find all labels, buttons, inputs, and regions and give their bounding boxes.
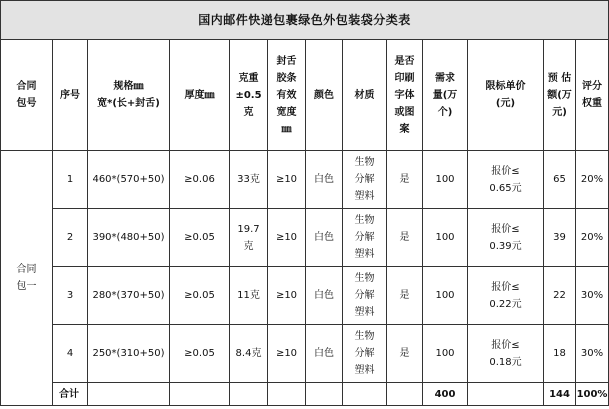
cell-price-text: 报价≤ 0.22元 xyxy=(489,281,522,310)
table-row xyxy=(1,151,609,209)
cell-score: 30% xyxy=(576,325,609,383)
contract-group-label: 合同 包一 xyxy=(16,264,37,292)
cell-material xyxy=(343,325,387,383)
cell-weight-text: 33克 xyxy=(237,174,260,185)
cell-estimate: 18 xyxy=(544,325,576,383)
table-row xyxy=(1,325,609,383)
header-material xyxy=(343,40,387,151)
cell-weight-text: 11克 xyxy=(237,290,260,301)
cell-color: 白色 xyxy=(306,209,343,267)
cell-score: 30% xyxy=(576,267,609,325)
header-contract-text: 合同 包号 xyxy=(16,81,37,109)
header-print-text: 是否 印刷 字体 或图 案 xyxy=(394,55,415,135)
cell-thickness: ≥0.05 xyxy=(170,209,230,267)
cell-print: 是 xyxy=(387,267,423,325)
cell-seal: ≥10 xyxy=(268,209,306,267)
cell-price xyxy=(468,325,544,383)
header-material-text: 材质 xyxy=(354,89,375,101)
total-empty-material xyxy=(343,383,387,406)
cell-seq: 2 xyxy=(53,209,88,267)
cell-demand: 100 xyxy=(423,325,468,383)
header-seal-text: 封舌 胶条 有效 宽度 ㎜ xyxy=(276,55,297,135)
total-empty-spec xyxy=(88,383,170,406)
cell-print: 是 xyxy=(387,151,423,209)
header-seq xyxy=(53,40,88,151)
table-row xyxy=(1,209,609,267)
cell-print: 是 xyxy=(387,325,423,383)
cell-price xyxy=(468,151,544,209)
cell-color: 白色 xyxy=(306,267,343,325)
cell-weight xyxy=(230,325,268,383)
header-estimate-text: 预 估 额(万 元) xyxy=(547,72,572,118)
cell-color: 白色 xyxy=(306,151,343,209)
total-row xyxy=(1,383,609,406)
cell-estimate: 39 xyxy=(544,209,576,267)
cell-material xyxy=(343,267,387,325)
cell-seq: 3 xyxy=(53,267,88,325)
cell-material xyxy=(343,209,387,267)
header-color-text: 颜色 xyxy=(314,89,334,101)
cell-thickness: ≥0.05 xyxy=(170,267,230,325)
header-thickness xyxy=(170,40,230,151)
cell-weight-text: 8.4克 xyxy=(235,348,262,359)
cell-demand: 100 xyxy=(423,151,468,209)
cell-thickness: ≥0.05 xyxy=(170,325,230,383)
cell-thickness: ≥0.06 xyxy=(170,151,230,209)
cell-demand: 100 xyxy=(423,209,468,267)
total-empty-thickness xyxy=(170,383,230,406)
total-demand: 400 xyxy=(423,383,468,406)
total-empty-price xyxy=(468,383,544,406)
total-score: 100% xyxy=(576,383,609,406)
header-weight-text: 克重 ±0.5 克 xyxy=(235,72,262,118)
cell-price xyxy=(468,267,544,325)
title-row xyxy=(1,1,609,40)
contract-group-cell xyxy=(1,151,53,406)
header-row xyxy=(1,40,609,151)
header-estimate xyxy=(544,40,576,151)
header-score-text: 评分 权重 xyxy=(582,81,603,109)
cell-estimate: 65 xyxy=(544,151,576,209)
cell-material xyxy=(343,151,387,209)
header-thickness-text: 厚度㎜ xyxy=(184,89,215,101)
total-estimate: 144 xyxy=(544,383,576,406)
cell-price xyxy=(468,209,544,267)
cell-seal: ≥10 xyxy=(268,325,306,383)
header-contract xyxy=(1,40,53,151)
header-color xyxy=(306,40,343,151)
cell-score: 20% xyxy=(576,151,609,209)
cell-color: 白色 xyxy=(306,325,343,383)
cell-seal: ≥10 xyxy=(268,151,306,209)
total-label: 合计 xyxy=(53,383,88,406)
cell-seq: 4 xyxy=(53,325,88,383)
cell-price-text: 报价≤ 0.18元 xyxy=(489,339,522,368)
cell-weight xyxy=(230,151,268,209)
total-empty-color xyxy=(306,383,343,406)
cell-demand: 100 xyxy=(423,267,468,325)
cell-score: 20% xyxy=(576,209,609,267)
header-weight xyxy=(230,40,268,151)
cell-weight-text: 19.7 克 xyxy=(237,223,260,252)
cell-material-text: 生物 分解 塑料 xyxy=(354,331,375,376)
cell-seq: 1 xyxy=(53,151,88,209)
total-empty-seal xyxy=(268,383,306,406)
cell-price-text: 报价≤ 0.65元 xyxy=(489,165,522,194)
header-seq-text: 序号 xyxy=(60,89,80,101)
cell-spec: 250*(310+50) xyxy=(88,325,170,383)
cell-seal: ≥10 xyxy=(268,267,306,325)
cell-weight xyxy=(230,267,268,325)
header-price-text: 限标单价 (元) xyxy=(485,81,526,109)
cell-material-text: 生物 分解 塑料 xyxy=(354,273,375,318)
header-demand xyxy=(423,40,468,151)
cell-spec: 280*(370+50) xyxy=(88,267,170,325)
table-title: 国内邮件快递包裹绿色外包装袋分类表 xyxy=(1,1,609,40)
total-empty-weight xyxy=(230,383,268,406)
header-spec-text: 规格㎜ 宽*(长+封舌) xyxy=(97,81,160,109)
header-print xyxy=(387,40,423,151)
header-score xyxy=(576,40,609,151)
table-row xyxy=(1,267,609,325)
cell-spec: 390*(480+50) xyxy=(88,209,170,267)
total-empty-print xyxy=(387,383,423,406)
header-spec xyxy=(88,40,170,151)
cell-price-text: 报价≤ 0.39元 xyxy=(489,223,522,252)
cell-material-text: 生物 分解 塑料 xyxy=(354,157,375,202)
cell-estimate: 22 xyxy=(544,267,576,325)
cell-weight xyxy=(230,209,268,267)
header-demand-text: 需求 量(万 个) xyxy=(432,72,458,118)
cell-spec: 460*(570+50) xyxy=(88,151,170,209)
cell-print: 是 xyxy=(387,209,423,267)
header-seal xyxy=(268,40,306,151)
header-price xyxy=(468,40,544,151)
cell-material-text: 生物 分解 塑料 xyxy=(354,215,375,260)
